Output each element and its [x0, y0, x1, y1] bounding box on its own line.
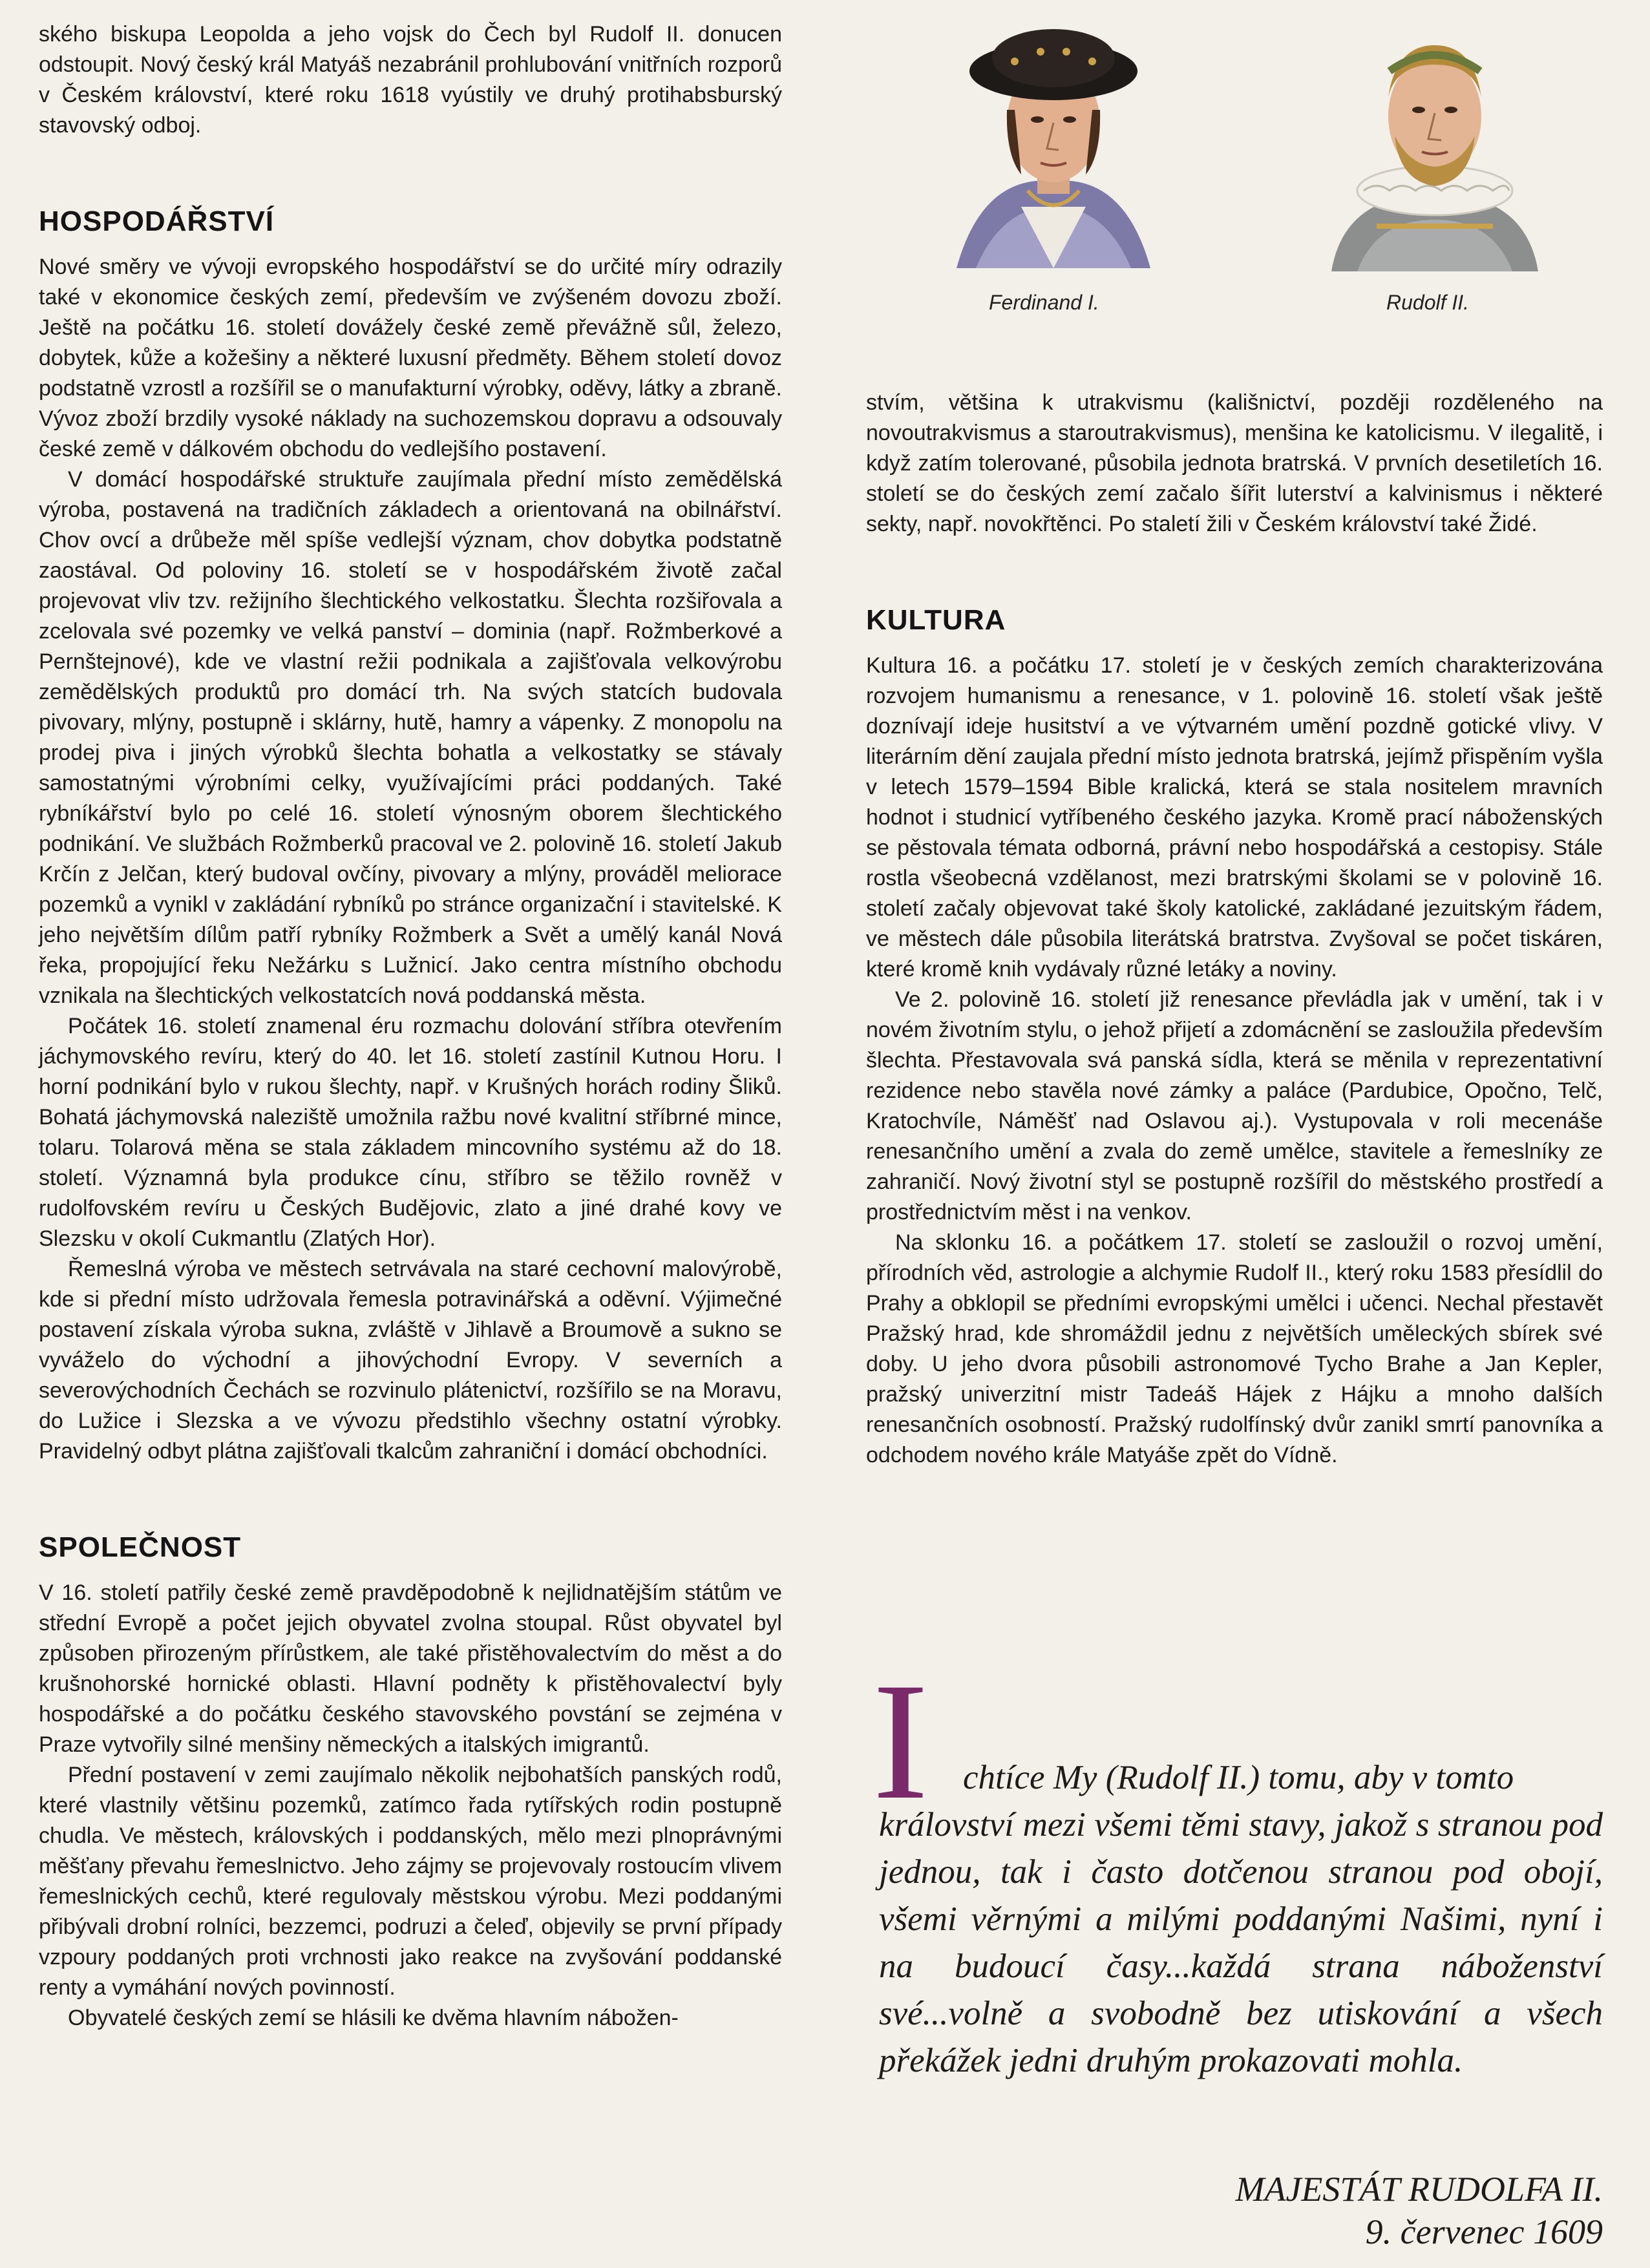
right-column	[866, 388, 1603, 1471]
kultura-paragraph-3: Na sklonku 16. a počátkem 17. století se zasloužil o rozvoj umění, přírodních věd, astrologie a alchymie Rudolf II., který roku 1583 přesídlil do Prahy a obklopil se předními evropskými umělci i učenci. Nechal přestavět Pražský hrad, kde shromáždil jednu z největších uměleckých sbírek své doby. U jeho dvora působili astronomové Tycho Brahe a Jan Kepler, pražský univerzitní mistr Tadeáš Hájek z Hájku a mnoho dalších renesančních osobností. Pražský rudolfínský dvůr zanikl smrtí panovníka a odchodem nového krále Matyáše zpět do Vídně.	[866, 1230, 1603, 1467]
heading-hospodarstvi: HOSPODÁŘSTVÍ	[39, 205, 275, 237]
spolecnost-paragraph-3: Obyvatelé českých zemí se hlásili ke dvěma hlavním nábožen-	[68, 2006, 679, 2030]
kultura-paragraph-2: Ve 2. polovině 16. století již renesance převládla jak v umění, tak i v novém životním stylu, o jehož přijetí a zdomácnění se zasloužila především šlechta. Přestavovala svá panská sídla, která se měnila v reprezentativní rezidence nebo stavěla nové zámky a paláce (Pardubice, Opočno, Telč, Kratochvíle, Náměšť nad Oslavou aj.). Vystupovala v roli mecenáše renesančního umění a zvala do země umělce, stavitele a řemeslníky ze zahraničí. Nový životní styl se postupně rozšířil do městského prostředí a prostřednictvím měst i na venkov.	[866, 987, 1603, 1224]
hospodarstvi-paragraph-2: V domácí hospodářské struktuře zaujímala přední místo zemědělská výroba, postavená na tradičních základech a orientovaná na obilnářství. Chov ovcí a drůbeže měl spíše vedlejší význam, chov dobytka podstatně zaostával. Od poloviny 16. století se v hospodářském životě začal projevovat vliv tzv. režijního šlechtického velkostatku. Šlechta rozšiřovala a zcelovala své pozemky ve velká panství – dominia (např. Rožmberkové a Pernštejnové), kde ve vlastní režii podnikala a zajišťovala velkovýrobu zemědělských produktů pro domácí trh. Na svých statcích budovala pivovary, mlýny, postupně i sklárny, hutě, hamry a vápenky. Z monopolu na prodej piva i jiných výrobků šlechta bohatla a velkostatky se stávaly samostatnými výrobními celky, využívajícími práci poddaných. Také rybníkářství bylo po celé 16. století výnosným oborem šlechtického podnikání. Ve službách Rožmberků pracoval ve 2. polovině 16. století Jakub Krčín z Jelčan, který budoval ovčíny, pivovary a mlýny, prováděl meliorace pozemků a vynikl v zakládání rybníků po stránce organizační i stavitelské. K jeho největším dílům patří rybníky Rožmberk a Svět a umělý kanál Nová řeka, propojující řeku Nežárku s Lužnicí. Jako centra místního obchodu vznikala na šlechtických velkostatcích nová poddanská města.	[39, 467, 782, 1008]
ferdinand-portrait-illustration	[944, 13, 1163, 271]
heading-spolecnost: SPOLEČNOST	[39, 1531, 242, 1563]
quote-source-title: MAJESTÁT RUDOLFA II.	[1235, 2170, 1603, 2209]
kultura-paragraph-1: Kultura 16. a počátku 17. století je v českých zemích charakterizována rozvojem humanismu a renesance, v 1. polovině 16. století však ještě doznívají ideje husitství a ve výtvarném umění pozdně gotické vlivy. V literárním dění zaujala přední místo jednota bratrská, jejímž přispěním vyšla v letech 1579–1594 Bible kralická, která se stala nositelem mravních hodnot i studnicí vytříbeného českého jazyka. Kromě prací náboženských se pěstovala témata odborná, právní nebo hospodářská a cestopisy. Stále rostla všeobecná vzdělanost, mezi bratrskými školami se v polovině 16. století začaly objevovat také školy katolické, zakládané jezuitským řádem, ve městech dále působila literátská bratrstva. Zvyšoval se počet tiskáren, které kromě knih vydávaly různé letáky a noviny.	[866, 653, 1603, 982]
rudolf-caption: Rudolf II.	[1386, 291, 1470, 314]
ferdinand-portrait	[944, 13, 1163, 271]
quote-source	[1235, 2168, 1603, 2253]
spolecnost-paragraph-1: V 16. století patřily české země pravděpodobně k nejlidnatějším státům ve střední Evropě a počet jejich obyvatel zvolna stoupal. Růst obyvatel byl způsoben přirozeným přírůstkem, ale také přistěhovalectvím do měst a do krušnohorské hornické oblasti. Hlavní podněty k přistěhovalectví byly hospodářské a do počátku českého stavovského povstání se zejména v Praze vytvořily silné menšiny německých a italských imigrantů.	[39, 1580, 782, 1757]
quote-first-line: chtíce My (Rudolf II.) tomu, aby v tomto	[963, 1759, 1514, 1796]
intro-paragraph: ského biskupa Leopolda a jeho vojsk do Čech byl Rudolf II. donucen odstoupit. Nový český král Matyáš nezabránil prohlubování vnitřních rozporů v Českém království, které roku 1618 vyústily ve druhý protihabsburský stavovský odboj.	[39, 22, 782, 138]
left-column	[39, 19, 782, 2033]
hospodarstvi-paragraph-1: Nové směry ve vývoji evropského hospodářství se do určité míry odrazily také v ekonomice českých zemí, především ve zvýšeném dovozu zboží. Ještě na počátku 16. století dovážely české země převážně sůl, železo, dobytek, kůže a kožešiny a některé luxusní předměty. Během století dovoz podstatně vzrostl a rozšířil se o manufakturní výrobky, oděvy, látky a zbraně. Vývoz zboží brzdily vysoké náklady na suchozemskou dopravu a odsouvaly české země v dálkovém obchodu do vedlejšího postavení.	[39, 255, 782, 461]
hospodarstvi-paragraph-3: Počátek 16. století znamenal éru rozmachu dolování stříbra otevřením jáchymovského revíru, který do 40. let 16. století zastínil Kutnou Horu. I horní podnikání bylo v rukou šlechty, např. v Krušných horách rodiny Šliků. Bohatá jáchymovská naleziště umožnila ražbu nové kvalitní stříbrné mince, tolaru. Tolarová měna se stala základem mincovního systému až do 18. století. Významná byla produkce cínu, stříbro se těžilo rovněž v rudolfovském revíru u Českých Budějovic, zlato a jiné drahé kovy ve Slezsku v okolí Cukmantlu (Zlatých Hor).	[39, 1014, 782, 1251]
quote-dropcap: I	[873, 1648, 929, 1834]
continuation-paragraph: stvím, většina k utrakvismu (kališnictví, později rozděleného na novoutrakvismus a staroutrakvismus), menšina ke katolicismu. V ilegalitě, i když zatím tolerované, působila jednota bratrská. V prvních desetiletích 16. století se do českých zemí začalo šířit luterství a kalvinismus i některé sekty, např. novokřtěnci. Po staletí žili v Českém království také Židé.	[866, 390, 1603, 536]
ferdinand-caption: Ferdinand I.	[989, 291, 1099, 314]
portraits	[944, 13, 1590, 323]
rudolf-portrait-illustration	[1318, 13, 1551, 271]
quote-text: království mezi všemi těmi stavy, jakož s stranou pod jednou, tak i často dotčenou stranou pod obojí, všemi věrnými a milými poddanými Našimi, nyní i na budoucí časy...každá strana náboženství své...volně a svobodně bez utiskování a všech překážek jedni druhým prokazovati mohla.	[879, 1806, 1603, 2079]
hospodarstvi-paragraph-4: Řemeslná výroba ve městech setrvávala na staré cechovní malovýrobě, kde si přední místo udržovala řemesla potravinářská a oděvní. Výjimečné postavení získala výroba sukna, zvláště v Jihlavě a Broumově a sukno se vyváželo do východní a jihovýchodní Evropy. V severních a severovýchodních Čechách se rozvinulo plátenictví, rozšířilo se na Moravu, do Lužice i Slezska a ve vývozu předstihlo všechny ostatní výrobky. Pravidelný odbyt plátna zajišťovali tkalcům zahraniční i domácí obchodníci.	[39, 1257, 782, 1464]
rudolf-portrait	[1318, 13, 1551, 271]
heading-kultura: KULTURA	[866, 604, 1006, 636]
quote-source-date: 9. červenec 1609	[1365, 2212, 1603, 2251]
spolecnost-paragraph-2: Přední postavení v zemi zaujímalo několik nejbohatších panských rodů, které vlastnily většinu pozemků, zatímco řada rytířských rodin postupně chudla. Ve městech, královských i poddanských, mělo mezi plnoprávnými měšťany převahu řemeslnictvo. Jeho zájmy se projevovaly rostoucím vlivem řemeslnických cechů, které regulovaly městskou výrobu. Mezi poddanými přibývali drobní rolníci, bezzemci, podruzi a čeleď, objevily se první případy vzpoury poddaných proti vrchnosti jako reakce na zvyšování poddanské renty a vymáhání nových povinností.	[39, 1763, 782, 2000]
